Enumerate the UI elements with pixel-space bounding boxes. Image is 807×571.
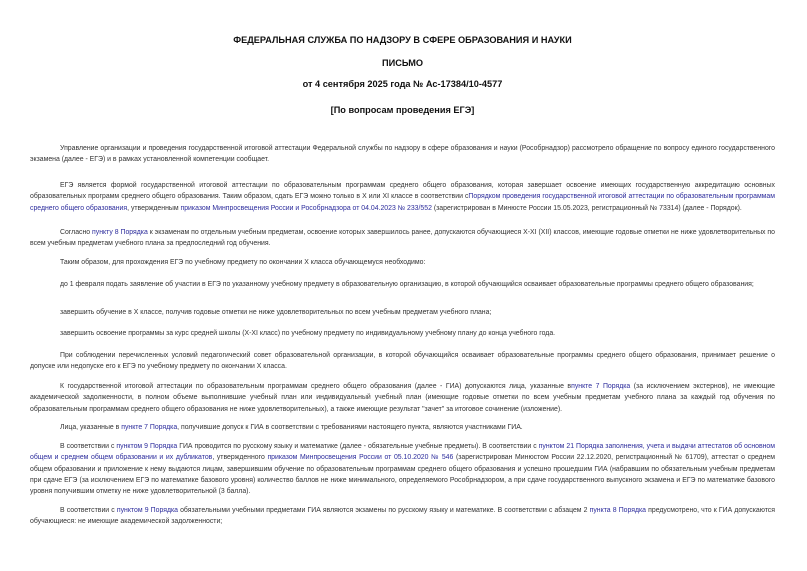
link-punkt-8[interactable]: пункта 8 Порядка xyxy=(589,507,646,514)
paragraph-2 xyxy=(30,180,775,214)
paragraph-text: предусмотрено, что к ГИА допускаются обучающиеся: не имеющие академической задолженности; xyxy=(30,507,775,526)
paragraph-10 xyxy=(30,422,775,433)
paragraph-text: завершить освоение программы за курс средней школы (X-XI класс) по учебному предмету по индивидуальному учебному плану до конца учебного года. xyxy=(60,330,556,337)
paragraph-text: (зарегистрирован в Минюсте России 15.05.2023, регистрационный № 73314) (далее - Порядок). xyxy=(431,204,742,212)
paragraph-text: К государственной итоговой аттестации по образовательным программам среднего общего образования (далее - ГИА) допускаются лица, указанные в xyxy=(60,383,572,390)
paragraph-text: к экзаменам по отдельным учебным предметам, освоение которых завершилось ранее, допускаются обучающиеся X-XI (XII) классов, имеющие годовые отметки не ниже удовлетворительных по всем учебным предметам учебного плана за предпоследний год обучения. xyxy=(30,229,775,248)
link-prikaz-546[interactable]: приказом Минпросвещения России от 05.10.2020 № 546 xyxy=(267,454,454,462)
link-punkt-9[interactable]: пунктом 9 Порядка xyxy=(116,443,178,450)
paragraph-text: до 1 февраля подать заявление об участии в ЕГЭ по указанному учебному предмету в образовательную организацию, в которой обучающийся осваивает образовательные программы среднего общего образования; xyxy=(60,281,754,288)
document-type: ПИСЬМО xyxy=(381,58,424,68)
link-poryadok[interactable]: Порядком проведения государственной итоговой аттестации по образовательным программам среднего общего образования xyxy=(30,193,775,212)
link-punkt-9[interactable]: пунктом 9 Порядка xyxy=(116,507,178,514)
paragraph-text: При соблюдении перечисленных условий педагогический совет образовательной организации, в которой обучающийся осваивает образовательные программы среднего общего образования, принимает решение о допуске или недопуске его к ЕГЭ по учебному предмету по окончании X класса. xyxy=(30,352,775,371)
paragraph-11 xyxy=(30,441,775,497)
link-punkt-21-attestaty[interactable]: пунктом 21 Порядка заполнения, учета и выдачи аттестатов об основном общем и среднем общем образовании и их дубликатов xyxy=(30,443,775,462)
paragraph-9 xyxy=(30,381,775,415)
paragraph-text: , утвержденным xyxy=(127,204,181,212)
agency-title: ФЕДЕРАЛЬНАЯ СЛУЖБА ПО НАДЗОРУ В СФЕРЕ ОБРАЗОВАНИЯ И НАУКИ xyxy=(233,35,572,45)
paragraph-1 xyxy=(30,143,775,166)
document-subject: [По вопросам проведения ЕГЭ] xyxy=(330,105,475,115)
paragraph-7 xyxy=(30,328,775,339)
paragraph-text: обязательными учебными предметами ГИА являются экзамены по русскому языку и математике. В соответствии с абзацем 2 xyxy=(177,507,590,514)
document-date-number: от 4 сентября 2025 года № Ас-17384/10-4577 xyxy=(302,79,503,89)
paragraph-text: Таким образом, для прохождения ЕГЭ по учебному предмету по окончании X класса обучающемуся необходимо: xyxy=(60,259,426,266)
paragraph-text: Согласно xyxy=(60,229,93,236)
link-punkt-7[interactable]: пункте 7 Порядка xyxy=(571,383,631,390)
paragraph-text: В соответствии с xyxy=(60,443,117,450)
paragraph-6 xyxy=(30,307,775,318)
paragraph-12 xyxy=(30,505,775,528)
paragraph-text: , получившие допуск к ГИА в соответствии с требованиями настоящего пункта, являются участниками ГИА. xyxy=(177,424,523,431)
paragraph-text: Лица, указанные в xyxy=(60,424,122,431)
paragraph-text: ЕГЭ является формой государственной итоговой аттестации по образовательным программам среднего общего образования, которая завершает освоение имеющих государственную аккредитацию основных образовательных программ среднего общего образования. Таким образом, сдать ЕГЭ можно только в X или XI классе в соответствии с xyxy=(30,182,775,201)
link-prikaz-233-552[interactable]: приказом Минпросвещения России и Рособрнадзора от 04.04.2023 № 233/552 xyxy=(180,204,432,212)
paragraph-text: (за исключением экстернов), не имеющие академической задолженности, в полном объеме выполнившие учебный план или индивидуальный учебный план (имеющие годовые отметки по всем учебным предметам учебного плана за каждый год обучения по образовательным программам среднего общего образования не ниже удовлетворительных), а также имеющие результат "зачет" за итоговое сочинение (изложение). xyxy=(30,383,776,413)
paragraph-5 xyxy=(30,279,775,290)
link-punkt-7[interactable]: пункте 7 Порядка xyxy=(121,424,178,431)
paragraph-text: (зарегистрирован Минюстом России 22.12.2020, регистрационный № 61709), аттестат о среднем общем образовании и приложение к нему выдаются лицам, завершившим обучение по образовательным программам среднего общего образования и успешно прошедшим ГИА (набравшим по обязательным учебным предметам при сдаче ЕГЭ (за исключением ЕГЭ по математике базового уровня) количество баллов не ниже минимального, определяемого Рособрнадзором, а при сдаче государственного выпускного экзамена и ЕГЭ по математике базового уровня получившим отметку не ниже удовлетворительной (3 балла). xyxy=(30,454,775,496)
paragraph-text: Управление организации и проведения государственной итоговой аттестации Федеральной службы по надзору в сфере образования и науки (Рособрнадзор) рассмотрело обращение по вопросу единого государственного экзамена (далее - ЕГЭ) и в рамках установленной компетенции сообщает. xyxy=(30,145,775,164)
paragraph-text: завершить обучение в X классе, получив годовые отметки не ниже удовлетворительных по всем учебным предметам учебного плана; xyxy=(60,309,492,316)
paragraph-4 xyxy=(30,257,775,268)
paragraph-text: ГИА проводится по русскому языку и математике (далее - обязательные учебные предметы). В соответствии с xyxy=(177,443,539,450)
paragraph-3 xyxy=(30,227,775,250)
paragraph-8 xyxy=(30,350,775,373)
link-punkt-8[interactable]: пункту 8 Порядка xyxy=(92,229,148,236)
paragraph-text: В соответствии с xyxy=(60,507,117,514)
paragraph-text: , утвержденного xyxy=(212,454,268,462)
